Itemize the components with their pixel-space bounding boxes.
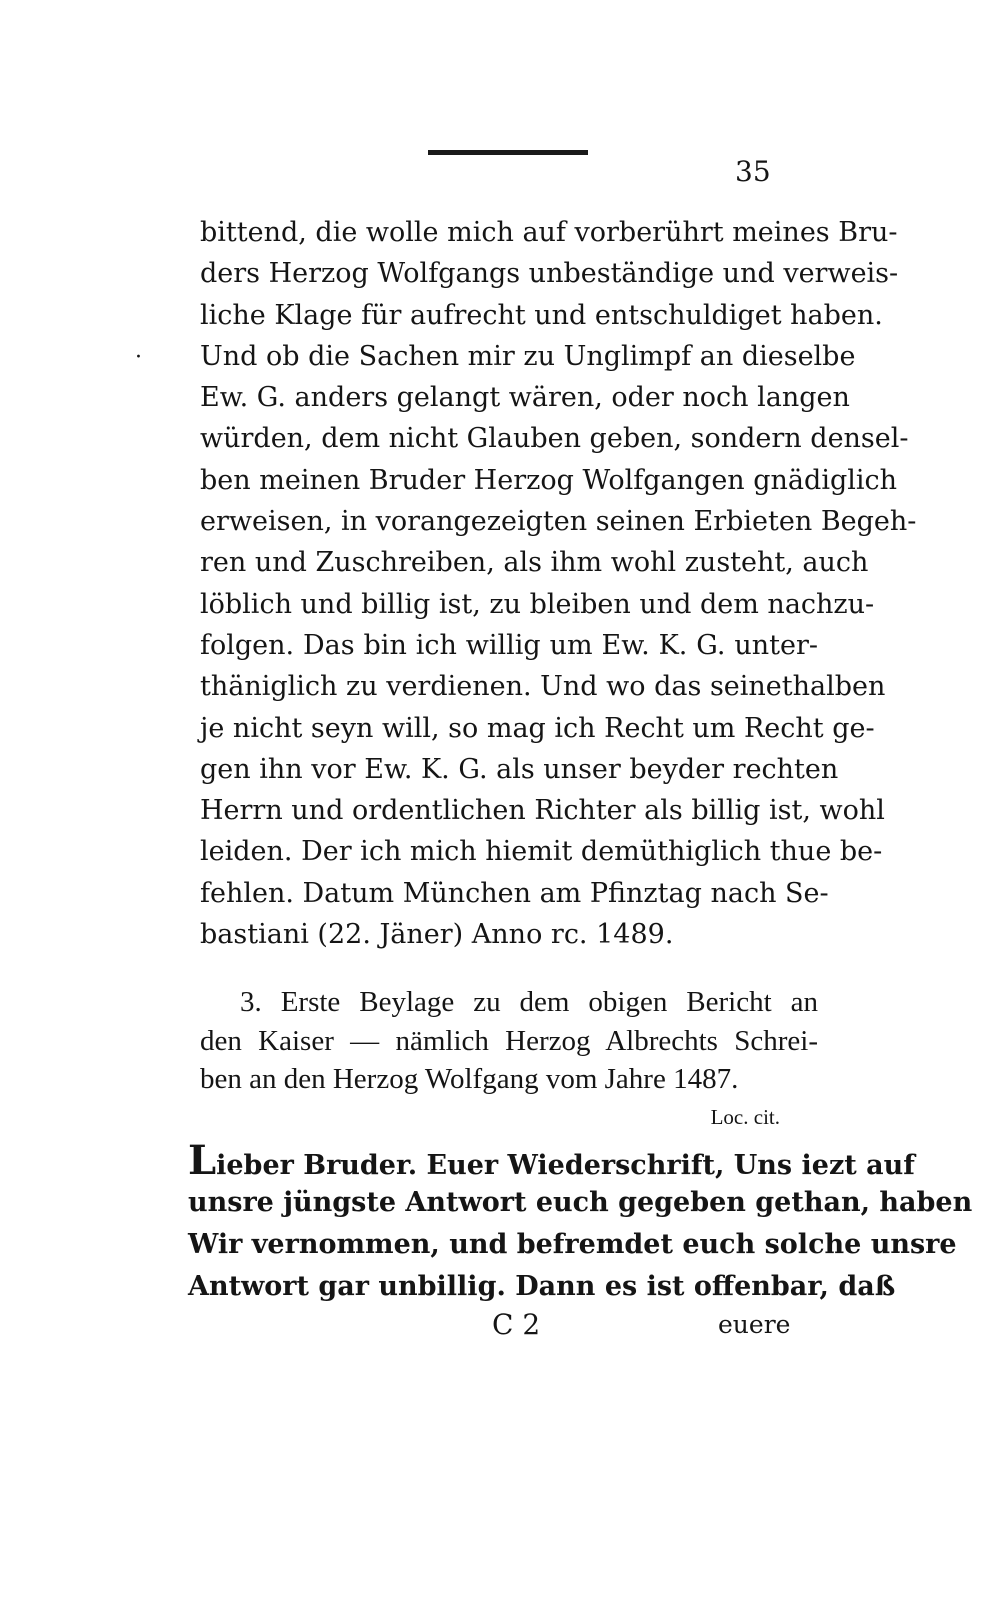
locus-citation: Loc. cit. (710, 1105, 780, 1129)
text-line: ben meinen Bruder Herzog Wolfgangen gnädiglich (200, 464, 898, 496)
text-line: bittend, die wolle mich auf vorberührt meines Bru- (200, 217, 898, 248)
signature-mark: C 2 (492, 1308, 541, 1341)
catchword: euere (718, 1310, 791, 1339)
text-line: erweisen, in vorangezeigten seinen Erbieten Begeh- (200, 506, 917, 538)
text-line: liche Klage für aufrecht und entschuldiget haben. (200, 299, 883, 331)
letter-line-text: ieber Bruder. Euer Wiederschrift, Uns iezt auf (216, 1150, 915, 1181)
text-line: bastiani (22. Jäner) Anno rc. 1489. (200, 919, 674, 951)
text-line: leiden. Der ich mich hiemit demüthiglich thue be- (200, 836, 883, 868)
heading-line: 3. Erste Beylage zu dem obigen Bericht an (240, 986, 818, 1018)
text-line: Herrn und ordentlichen Richter als billig ist, wohl (200, 795, 885, 827)
heading-line: den Kaiser — nämlich Herzog Albrechts Schrei- (200, 1024, 818, 1057)
section-heading (200, 983, 818, 1099)
text-line: würden, dem nicht Glauben geben, sondern densel- (200, 423, 909, 455)
page-number: 35 (735, 155, 771, 188)
text-line: löblich und billig ist, zu bleiben und dem nachzu- (200, 588, 875, 620)
margin-mark: · (135, 345, 142, 370)
text-line: Ew. G. anders gelangt wären, oder noch langen (200, 382, 850, 414)
drop-initial: L (188, 1137, 217, 1184)
text-line: gen ihn vor Ew. K. G. als unser beyder rechten (200, 753, 839, 785)
text-line: ren und Zuschreiben, als ihm wohl zusteht, auch (200, 547, 869, 579)
body-text (200, 212, 917, 955)
text-line: thäniglich zu verdienen. Und wo das seinethalben (200, 671, 886, 703)
text-line: fehlen. Datum München am Pfinztag nach Se- (200, 877, 829, 909)
text-line: ders Herzog Wolfgangs unbeständige und verweis- (200, 258, 899, 290)
heading-line: ben an den Herzog Wolfgang vom Jahre 1487. (200, 1063, 739, 1095)
letter-line: unsre jüngste Antwort euch gegeben gethan, haben (188, 1187, 973, 1218)
letter-text (188, 1137, 973, 1308)
text-line: folgen. Das bin ich willig um Ew. K. G. unter- (200, 629, 818, 661)
text-line: je nicht seyn will, so mag ich Recht um Recht ge- (200, 712, 875, 744)
header-rule (428, 150, 588, 155)
letter-line (188, 1137, 915, 1184)
text-line: Und ob die Sachen mir zu Unglimpf an dieselbe (200, 340, 856, 372)
letter-line: Antwort gar unbillig. Dann es ist offenbar, daß (188, 1271, 896, 1302)
letter-line: Wir vernommen, und befremdet euch solche unsre (188, 1229, 957, 1260)
